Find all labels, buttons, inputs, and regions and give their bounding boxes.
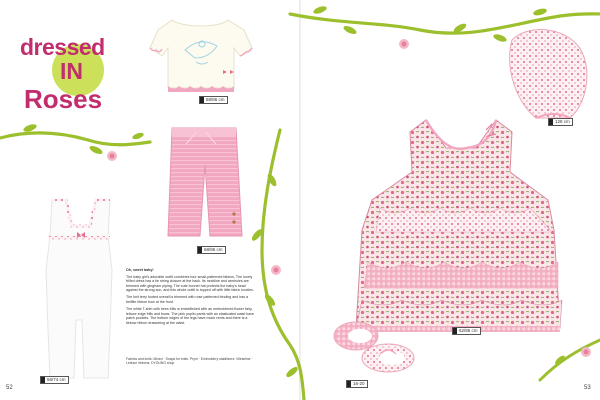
vine-left: [0, 133, 150, 145]
size-tag-shirt: 68/86 cm: [199, 96, 228, 104]
size-tag-hat: 128 cm: [548, 118, 573, 126]
rose-bud-bottom-right: [581, 347, 591, 357]
article-paragraph-1: The baby girl's adorable outfit combines four small-patterned fabrics. The lovely frilled dress has a tie string closure at the back. Its neckline and armholes are trimmed with gingham piping. The cute bonnet hat protects the baby's head against the strong sun, and this whole outfit is topped off with little fabric booties.: [126, 274, 254, 293]
vine-center: [262, 130, 304, 400]
material-credits: Fabrics and knits: Mixed · Snaps for knits: Prym · Embroidery stabilizers: Vlieseline · Lettuce ribbons: DYOUNG shop: [126, 357, 253, 366]
dress-illustration: [356, 120, 562, 332]
size-tag-pants: 68/86 cm: [197, 246, 226, 254]
pants-illustration: [168, 128, 242, 236]
bonnet-illustration: [510, 30, 587, 118]
title-line-1: dressed: [20, 34, 105, 60]
rose-bud-center: [271, 265, 281, 275]
rose-bud-left: [107, 151, 117, 161]
size-tag-dress: 62/86 cm: [452, 327, 481, 335]
vine-top-right: [290, 14, 600, 33]
size-tag-romper: 56/74 cm: [40, 376, 69, 384]
title-line-3: Roses: [24, 84, 103, 114]
vine-bottom-right: [540, 340, 600, 380]
rose-bud-top: [399, 39, 409, 49]
page-number-left: 52: [6, 385, 13, 391]
article-lead: Oh, sweet baby!: [126, 268, 154, 272]
title-line-2: IN: [60, 58, 83, 84]
size-tag-shoes: 16-20: [346, 380, 368, 388]
article-paragraph-3: The white T-shirt with bees frills is embellished with an embroidered flower fairy, lettuce edge frills and bows. The pink poplin pants with an elasticated waist have patch pockets. The bottom edges of the legs have mock vents and there is a tiebow ribbon drawstring at the waist.: [126, 306, 254, 325]
article-paragraph-2: The knit terry footed overall is trimmed with rose patterned binding and has a bellflie ribbon bow at the front.: [126, 295, 249, 304]
romper-illustration: [46, 200, 112, 378]
article-text: [126, 268, 254, 328]
page-number-right: 53: [584, 385, 591, 391]
tshirt-illustration: [150, 20, 252, 92]
